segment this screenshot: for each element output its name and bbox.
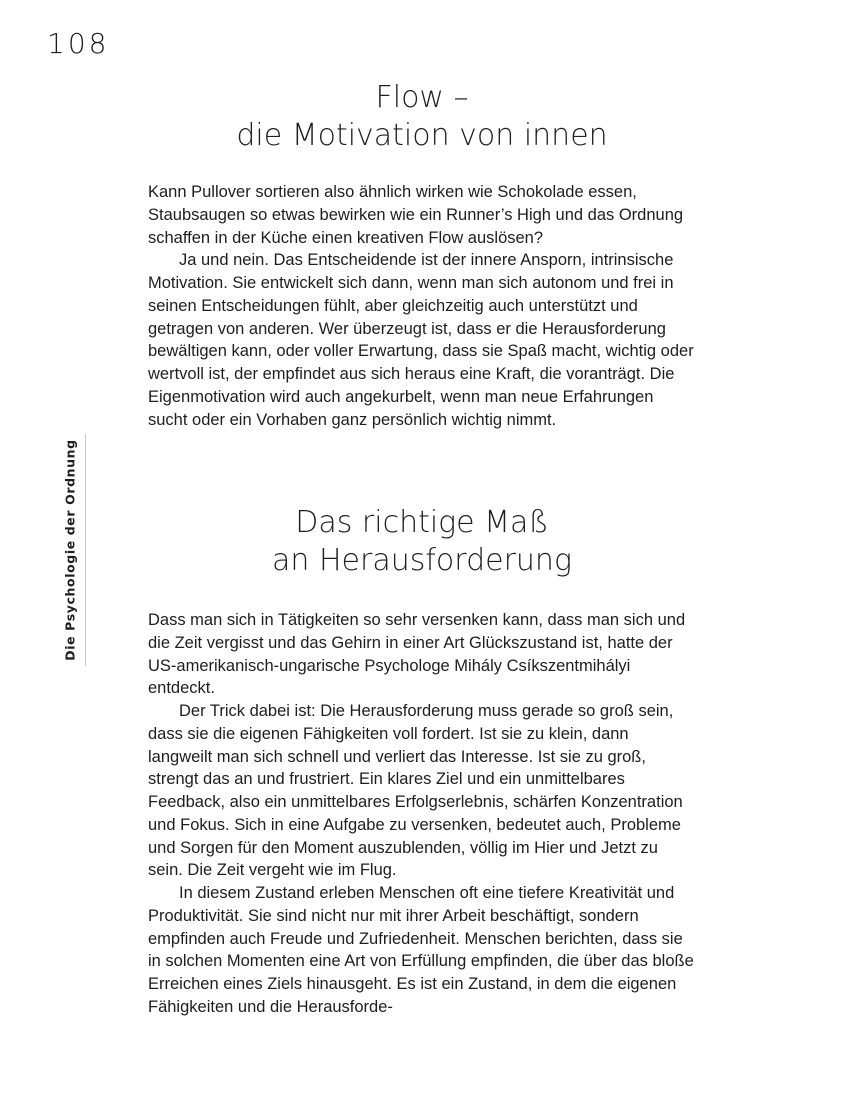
section-heading-challenge (148, 504, 696, 580)
section-body-flow (148, 181, 696, 431)
section-heading-flow (148, 79, 696, 155)
running-head: Die Psychologie der Ordnung (62, 439, 78, 661)
paragraph: Dass man sich in Tätigkeiten so sehr versenken kann, dass man sich und die Zeit vergisst und das Gehirn in einer Art Glückszustand ist, hatte der US-amerikanisch-ungarische Psychologe Mihály Csíkszentmihályi entdeckt. (148, 611, 686, 698)
paragraph: In diesem Zustand erleben Menschen oft eine tiefere Kreativität und Produktivität. Sie sind nicht nur mit ihrer Arbeit beschäftigt, sondern empfinden auch Freude und Zufriedenheit. Menschen berichten, dass sie in solchen Momenten eine Art von Erfüllung empfinden, die über das bloße Erreichen eines Ziels hinausgeht. Es ist ein Zustand, in dem die eigenen Fähigkeiten und die Herausforde- (148, 884, 694, 1016)
section-body-challenge (148, 609, 696, 1019)
heading-line: die Motivation von innen (236, 118, 608, 153)
running-head-tab (55, 434, 86, 666)
heading-line: Flow – (375, 80, 469, 115)
paragraph: Ja und nein. Das Entscheidende ist der innere Ansporn, intrinsische Motivation. Sie entwickelt sich dann, wenn man sich autonom und frei in seinen Entscheidungen fühlt, aber gleichzeitig auch unterstützt und getragen von anderen. Wer überzeugt ist, dass er die Herausforderung bewältigen kann, oder voller Erwartung, dass sie Spaß macht, wichtig oder wertvoll ist, der empfindet aus sich heraus eine Kraft, die voranträgt. Die Eigenmotivation wird auch angekurbelt, wenn man neue Erfahrungen sucht oder ein Vorhaben ganz persönlich wichtig nimmt. (148, 251, 694, 429)
page-number: 108 (47, 27, 110, 60)
heading-line: an Herausforderung (272, 543, 572, 578)
paragraph: Der Trick dabei ist: Die Herausforderung muss gerade so groß sein, dass sie die eigenen Fähigkeiten voll fordert. Ist sie zu klein, dann langweilt man sich schnell und verliert das Interesse. Ist sie zu groß, strengt das an und frustriert. Ein klares Ziel und ein unmittelbares Feedback, also ein unmittelbares Erfolgserlebnis, schärfen Konzentration und Fokus. Sich in eine Aufgabe zu versenken, bedeutet auch, Probleme und Sorgen für den Moment auszublenden, völlig im Hier und Jetzt zu sein. Die Zeit vergeht wie im Flug. (148, 702, 683, 880)
heading-line: Das richtige Maß (295, 505, 549, 540)
paragraph: Kann Pullover sortieren also ähnlich wirken wie Schokolade essen, Staubsaugen so etwas bewirken wie ein Runner’s High und das Ordnung schaffen in der Küche einen kreativen Flow auslösen? (148, 183, 684, 247)
